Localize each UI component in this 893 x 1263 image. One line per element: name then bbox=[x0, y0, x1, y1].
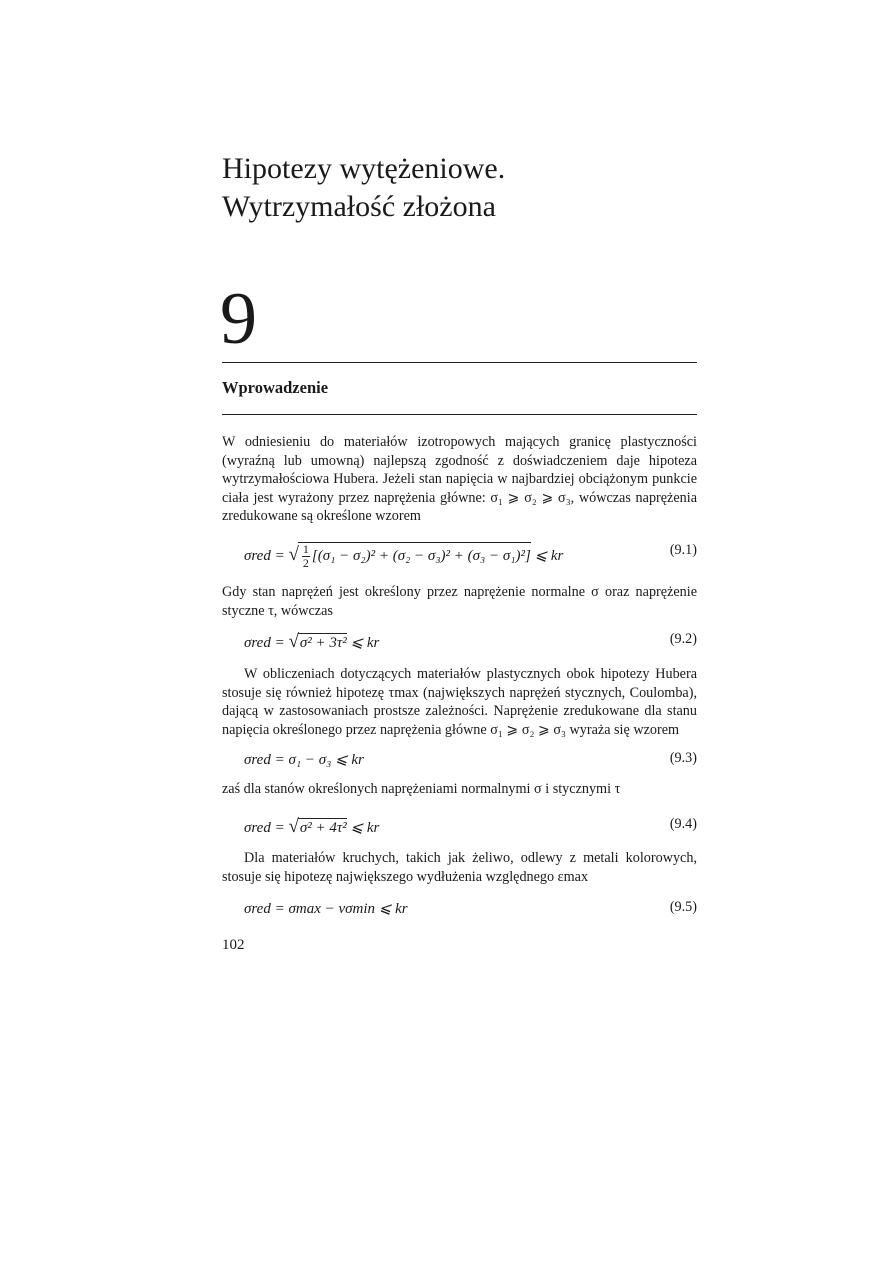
paragraph-brittle-materials: Dla materiałów kruchych, takich jak żeliwo, odlewy z metali kolorowych, stosuje się hipotezę największego wydłużenia względnego εmax bbox=[222, 850, 697, 885]
equation-9-4-lhs: σred = bbox=[244, 820, 285, 836]
equation-9-1-radical bbox=[298, 542, 531, 570]
sqrt-symbol: √ bbox=[288, 631, 299, 652]
paragraph-intro: W odniesieniu do materiałów izotropowych mających granicę plastyczności (wyraźną lub umowną) najlepszą zgodność z doświadczeniem daje hipoteza wytrzymałościowa Hubera. Jeżeli stan napięcia w najbardziej obciążonym punkcie ciała jest wyrażony przez naprężenia główne: σ₁ ⩾ σ₂ ⩾ σ₃, wówczas naprężenia zredukowane są określone wzorem bbox=[222, 434, 697, 524]
fraction-denominator: 2 bbox=[302, 556, 309, 570]
equation-9-1-rhs: ⩽ kr bbox=[534, 547, 564, 564]
equation-9-5-expression: σred = σmax − νσmin ⩽ kr bbox=[244, 901, 408, 917]
chapter-title-line-2: Wytrzymałość złożona bbox=[222, 190, 496, 223]
sqrt-symbol: √ bbox=[288, 543, 299, 565]
equation-number: (9.3) bbox=[669, 750, 697, 766]
fraction-numerator: 1 bbox=[302, 542, 309, 556]
equation-9-4-radicand: σ² + 4τ² bbox=[299, 820, 347, 836]
equation-9-3-expression: σred = σ₁ − σ₃ ⩽ kr bbox=[244, 752, 364, 768]
equation-9-2-expression bbox=[244, 631, 379, 653]
equation-9-2-rhs: ⩽ kr bbox=[350, 635, 380, 651]
equation-9-1 bbox=[222, 542, 697, 570]
equation-9-4-rhs: ⩽ kr bbox=[350, 820, 380, 836]
top-divider bbox=[222, 362, 697, 363]
equation-9-4 bbox=[222, 816, 697, 844]
chapter-number: 9 bbox=[220, 278, 257, 360]
equation-9-4-expression bbox=[244, 816, 379, 838]
page-number: 102 bbox=[222, 937, 245, 953]
chapter-title bbox=[222, 150, 702, 226]
equation-9-2-lhs: σred = bbox=[244, 635, 285, 651]
paragraph-normal-shear-states: zaś dla stanów określonych naprężeniami normalnymi σ i stycznymi τ bbox=[222, 781, 621, 797]
equation-9-1-lhs: σred = bbox=[244, 547, 285, 564]
equation-9-2-radicand: σ² + 3τ² bbox=[299, 635, 347, 651]
sqrt-symbol: √ bbox=[288, 816, 299, 837]
equation-number: (9.5) bbox=[669, 899, 697, 915]
equation-9-1-radicand: [(σ₁ − σ₂)² + (σ₂ − σ₃)² + (σ₃ − σ₁)²] bbox=[311, 547, 531, 564]
equation-9-3 bbox=[222, 750, 697, 778]
paragraph-coulomb: W obliczeniach dotyczących materiałów plastycznych obok hipotezy Hubera stosuje się również hipotezę τmax (największych naprężeń stycznych, Coulomba), dającą w zastosowaniach prostsze zależności. Naprężenie zredukowane dla stanu napięcia określonego przez naprężenia główne σ₁ ⩾ σ₂ ⩾ σ₃ wyraża się wzorem bbox=[222, 666, 697, 738]
equation-number: (9.1) bbox=[669, 542, 697, 558]
section-divider bbox=[222, 414, 697, 415]
equation-number: (9.4) bbox=[669, 816, 697, 832]
paragraph-normal-shear: Gdy stan naprężeń jest określony przez naprężenie normalne σ oraz naprężenie styczne τ, wówczas bbox=[222, 584, 697, 619]
section-heading: Wprowadzenie bbox=[222, 378, 329, 397]
equation-number: (9.2) bbox=[669, 631, 697, 647]
equation-9-5 bbox=[222, 899, 697, 927]
equation-9-1-expression bbox=[244, 542, 563, 570]
chapter-title-line-1: Hipotezy wytężeniowe. bbox=[222, 152, 506, 185]
fraction bbox=[302, 543, 310, 570]
equation-9-2 bbox=[222, 631, 697, 659]
